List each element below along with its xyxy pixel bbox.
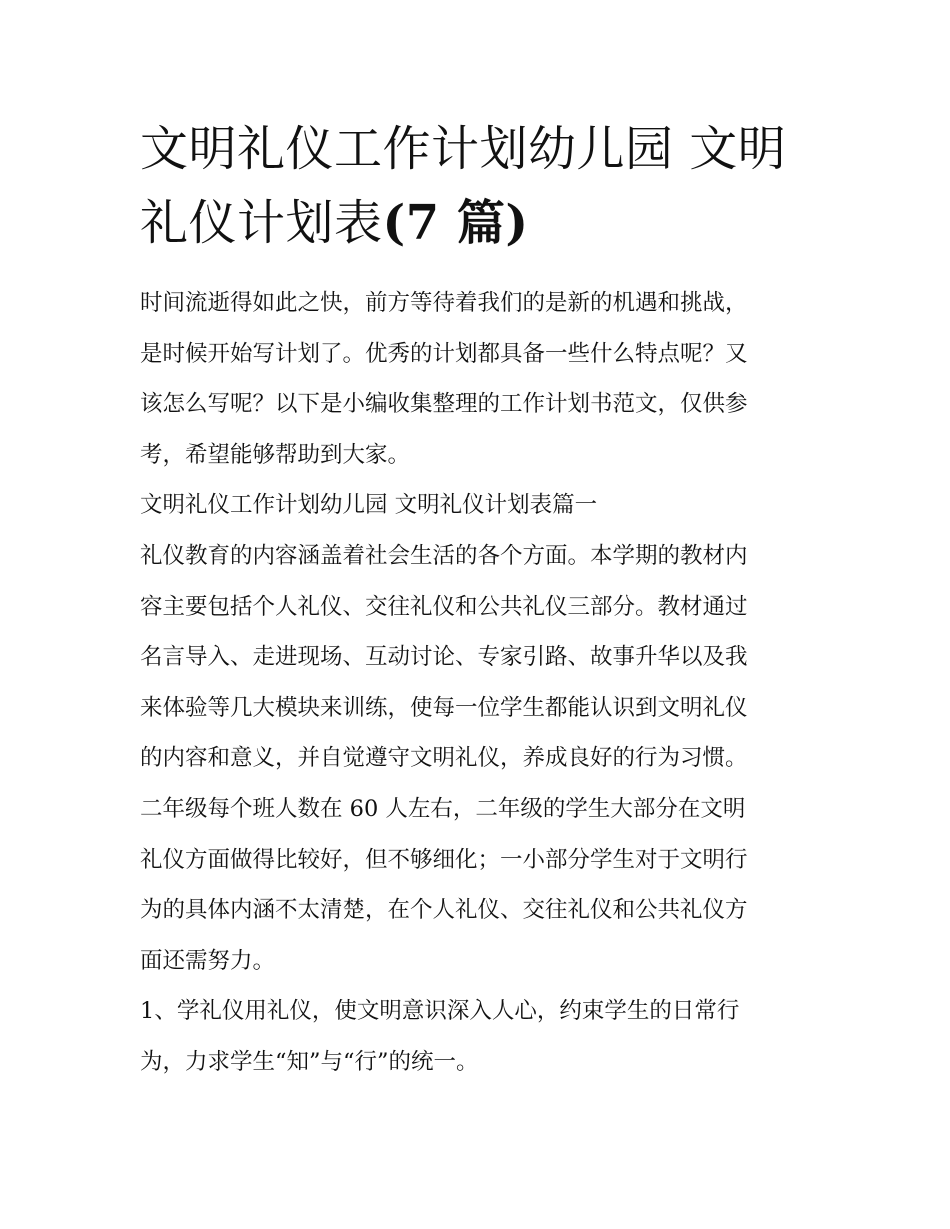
document-title — [140, 112, 820, 260]
list-item-line: 为，力求学生“知”与“行”的统一。 — [140, 1048, 479, 1075]
body-line: 的内容和意义，并自觉遵守文明礼仪，养成良好的行为习惯。 — [140, 745, 748, 772]
body-line: 时间流逝得如此之快，前方等待着我们的是新的机遇和挑战， — [140, 290, 748, 316]
body-line: 面还需努力。 — [140, 947, 276, 974]
body-line: 名言导入、走进现场、互动讨论、专家引路、故事升华以及我 — [140, 644, 748, 671]
document-body — [140, 278, 815, 1088]
body-line: 来体验等几大模块来训练，使每一位学生都能认识到文明礼仪 — [140, 694, 748, 721]
body-line: 该怎么写呢？以下是小编收集整理的工作计划书范文，仅供参 — [140, 391, 748, 418]
title-line-1: 文明礼仪工作计划幼儿园 文明 — [140, 121, 787, 177]
list-item-line: 1、学礼仪用礼仪，使文明意识深入人心，约束学生的日常行 — [140, 998, 740, 1025]
body-line: 是时候开始写计划了。优秀的计划都具备一些什么特点呢？又 — [140, 340, 748, 367]
section-heading: 文明礼仪工作计划幼儿园 文明礼仪计划表篇一 — [140, 492, 598, 519]
body-line: 礼仪方面做得比较好，但不够细化；一小部分学生对于文明行 — [140, 846, 748, 873]
body-line: 二年级每个班人数在 60 人左右，二年级的学生大部分在文明 — [140, 795, 746, 822]
body-line: 为的具体内涵不太清楚，在个人礼仪、交往礼仪和公共礼仪方 — [140, 897, 748, 924]
body-line: 考，希望能够帮助到大家。 — [140, 441, 411, 468]
title-line-2-count: (7 篇) — [382, 195, 529, 251]
title-line-2-text: 礼仪计划表 — [140, 195, 383, 251]
body-line: 容主要包括个人礼仪、交往礼仪和公共礼仪三部分。教材通过 — [140, 593, 748, 620]
body-line: 礼仪教育的内容涵盖着社会生活的各个方面。本学期的教材内 — [140, 542, 748, 569]
